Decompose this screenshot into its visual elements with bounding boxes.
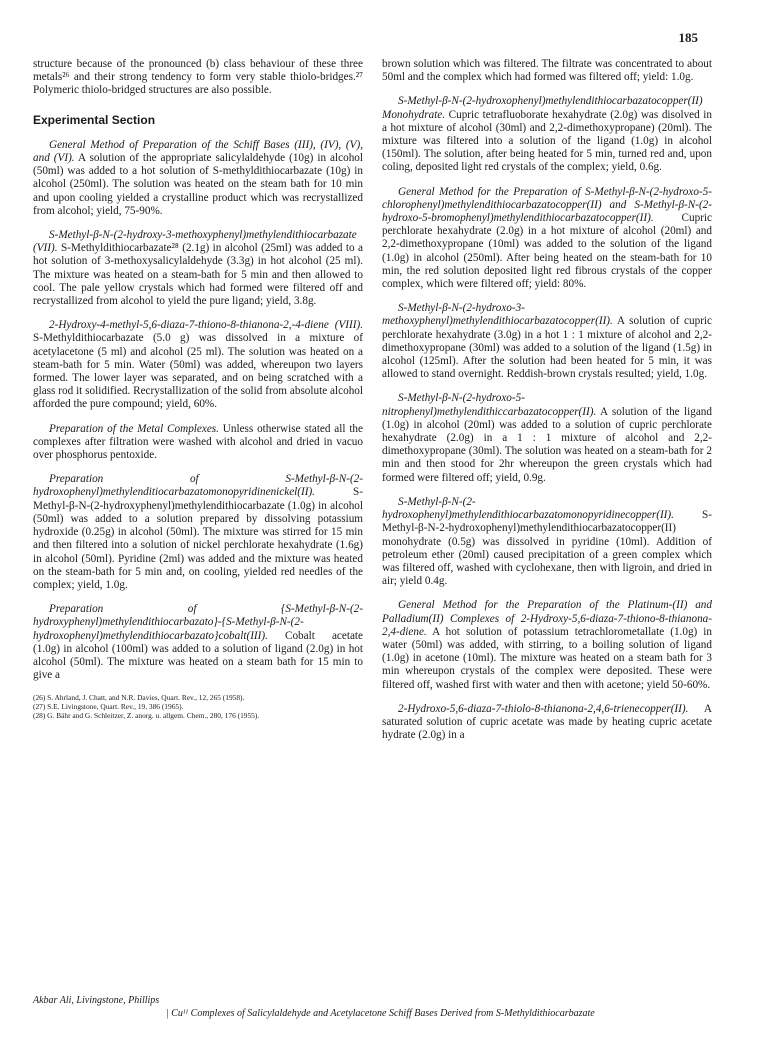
paragraph-body: A hot solution of potassium tetrachlorometallate (1.0g) in water (50ml) was added, with stirring, to a boiling solution of ligand (1.0g) in acetone (10ml). The mixture was heated on a steam bath for 3 min whereupon crystals of the complex were deposited. These were filtered off, washed first with water and then with acetone; yield 50-60%. (382, 625, 712, 691)
paragraph-copper-monohydrate (382, 95, 712, 174)
paragraph-nickel-complex (33, 473, 363, 592)
right-column (382, 58, 712, 753)
paragraph-schiff-bases (33, 139, 363, 218)
footer-running-title: | Cuᴵᴵ Complexes of Salicylaldehyde and Acetylacetone Schiff Bases Derived from S-Methyldithiocarbazate (166, 1008, 595, 1019)
paragraph-body: S-Methyldithiocarbazate (5.0 g) was dissolved in a mixture of acetylacetone (5 ml) and alcohol (25 ml). The solution was heated on a steam-bath for 5 min. Water (50ml) was added, whereupon two layers formed. The lower layer was separated, and on being scratched with a glass rod it solidified. Recrystallization of the solid from absolute alcohol afforded the pure compound; yield, 60%. (33, 332, 363, 411)
paragraph-cobalt-complex (33, 603, 363, 682)
paragraph-methoxy-copper (382, 302, 712, 381)
running-footer (33, 994, 733, 1020)
paragraph-intro-continuation: structure because of the pronounced (b) class behaviour of these three metals²⁶ and their strong tendency to form very stable thiolo-bridges.²⁷ Polymeric thiolo-bridged structures are also possible. (33, 58, 363, 97)
paragraph-nitro-copper (382, 392, 712, 484)
reference-28: (28) G. Bähr and G. Schleitzer, Z. anorg. u. allgem. Chem., 280, 176 (1955). (33, 711, 260, 721)
paragraph-title: Preparation of the Metal Complexes. (49, 422, 219, 435)
reference-26: (26) S. Ahrland, J. Chatt, and N.R. Davies, Quart. Rev., 12, 265 (1958). (33, 693, 245, 703)
paragraph-pyridine-copper (382, 496, 712, 588)
section-heading-experimental: Experimental Section (33, 112, 156, 127)
paragraph-title: Preparation of S-Methyl-β-N-(2-hydroxophenyl)methylenditiocarbazatomonopyridinenickel(II). (33, 473, 363, 499)
paragraph-title: S-Methyl-β-N-(2-hydroxophenyl)methylendithiocarbazatocopper(II) Monohydrate. (382, 95, 703, 121)
paragraph-title: 2-Hydroxy-4-methyl-5,6-diaza-7-thiono-8-thianona-2,-4-diene (VIII). (49, 319, 363, 332)
left-column (33, 58, 363, 720)
paragraph-title: General Method for the Preparation of the Platinum-(II) and Palladium(II) Complexes of 2-Hydroxy-5,6-diaza-7-thiono-8-thianona-2,4-diene. (382, 599, 712, 638)
paragraph-body: S-Methyldithiocarbazate²⁸ (2.1g) in alcohol (25ml) was added to a hot solution of 3-methoxysalicylaldehyde (3.3g) in hot alcohol (25 ml). The mixture was heated on a steam-bath for 5 min and then allowed to cool. The pale yellow crystals which had formed were filtered off and recrystallized from alcohol to yield the pure ligand; yield, 3.8g. (33, 242, 363, 308)
paragraph-body: A solution of cupric perchlorate hexahydrate (3.0g) in a hot 1 : 1 mixture of alcohol and 2,2-dimethoxypropane (30ml) was added to a solution of the ligand (1.5g) in alcohol (125ml). After the solution had been heated for 5 min, it was allowed to stand overnight. Reddish-brown crystals resulted; yield, 1.0g. (382, 315, 712, 381)
paragraph-body: Unless otherwise stated all the complexes after filtration were washed with alcohol and dried in vacuo over phosphorus pentoxide. (33, 422, 363, 462)
paragraph-body: S-Methyl-β-N-(2-hydroxyphenyl)methylendithiocarbazate (1.0g) in alcohol (50ml) was added to a solution prepared by dissolving potassium hydroxide (0.25g) in alcohol (50ml). The mixture was stirred for 15 min and then filtered into a solution of nickel perchlorate hexahydrate (1.6g) in alcohol (50ml). Pyridine (2ml) was added and the mixture was heated on the steam-bath for 5 min and, on cooling, yielded red needles of the complex; yield, 1.0g. (33, 486, 363, 591)
paragraph-title: 2-Hydroxo-5,6-diaza-7-thiolo-8-thianona-2,4,6-trienecopper(II). (398, 702, 689, 715)
paragraph-compound-vii (33, 229, 363, 308)
paragraph-triene-copper (382, 703, 712, 743)
paragraph-body: Cupric tetrafluoborate hexahydrate (2.0g) was disolved in a hot mixture of alcohol (30ml) and 2,2-dimethoxypropane) (20ml). The mixture was filtered into a solution of the ligand (1.0g) in alcohol (150ml). The solution, after being heated for 5 min, turned red and, upon coling, deposited light red crystals of the complex; yield, 0.6g. (382, 108, 712, 174)
reference-27: (27) S.E. Livingstone, Quart. Rev., 19, 386 (1965). (33, 702, 184, 712)
page-number: 185 (678, 30, 698, 45)
paragraph-platinum-palladium (382, 599, 712, 691)
paragraph-title: S-Methyl-β-N-(2-hydroxophenyl)methylendithiocarbazatomonopyridinecopper(II). (382, 495, 674, 522)
paragraph-title: S-Methyl-β-N-(2-hydroxy-3-methoxyphenyl)methylendithiocarbazate (VII). (33, 229, 357, 255)
paragraph-body: A saturated solution of cupric acetate was made by heating cupric acetate hydrate (2.0g) in a (382, 702, 712, 742)
paragraph-compound-viii (33, 319, 363, 411)
footer-authors: Akbar Ali, Livingstone, Phillips (33, 995, 160, 1006)
footnote-references (33, 693, 363, 720)
paragraph-title: General Method for the Preparation of S-Methyl-β-N-(2-hydroxo-5-chlorophenyl)methylendithiocarbazatocopper(II) and S-Methyl-β-N-(2-hydroxo-5-bromophenyl)methylendithiocarbazatocopper(II). (382, 185, 712, 225)
paragraph-body: S-Methyl-β-N-2-hydroxophenyl)methylendithiocarbazatocopper(II) monohydrate (0.5g) was dissolved in pyridine (10ml). Addition of petroleum ether (20ml) caused precipitation of a green complex which was filtered off, washed with cyclohexane, then with ligroin, and dried in air; yield 0.4g. (382, 509, 712, 588)
paragraph-title: Preparation of {S-Methyl-β-N-(2-hydroxyphenyl)methylendithiocarbazato}-{S-Methyl-β-N-(2-hydroxophenyl)methylendithiocarbazato}cobalt(III). (33, 603, 363, 642)
paragraph-cobalt-continuation: brown solution which was filtered. The filtrate was concentrated to about 50ml and the complex which had formed was filtered off; yield: 1.0g. (382, 58, 712, 84)
paragraph-body: A solution of the appropriate salicylaldehyde (10g) in alcohol (50ml) was added to a hot solution of S-methyldithiocarbazate (10g) in alcohol (250ml). The solution was heated on the steam bath for 10 min and upon cooling yielded a crystalline product which was recrystallized from alcohol; yield, 75-90%. (33, 152, 363, 217)
paragraph-metal-complexes (33, 423, 363, 463)
paragraph-chloro-bromo-copper (382, 186, 712, 292)
paragraph-title: S-Methyl-β-N-(2-hydroxo-5-nitrophenyl)methylendithiccarbazatocopper(II). (382, 392, 597, 418)
paragraph-body: Cobalt acetate (1.0g) in alcohol (100ml) was added to a solution of ligand (2.0g) in hot alcohol (50ml). The mixture was heated on a steam bath for 15 min to give a (33, 629, 363, 682)
paragraph-title: S-Methyl-β-N-(2-hydroxo-3-methoxyphenyl)methylendithiocarbazatocopper(II). (382, 302, 613, 328)
paragraph-body: Cupric perchlorate hexahydrate (2.0g) in a hot mixture of alcohol (20ml) and 2,2-dimethoxypropane (10ml) was added to the solution of the ligand (1.0g) in alcohol (250ml). After being heated on the steam-bath for 10 min, the red solution deposited light red fibrous crystals of the copper complex, which were filtered off; yield: 80%. (382, 212, 712, 291)
paragraph-body: A solution of the ligand (1.0g) in alcohol (20ml) was added to a solution of cupric perchlorate hexahydrate (2.0g) in a 1 : 1 mixture of alcohol and 2,2-dimethoxypropane (30ml). The solution was heated on a steam-bath for 2 min and then stood for 2hr whereupon the green crystals which had formed were filtered off; yield, 0.9g. (382, 405, 712, 484)
paragraph-title: General Method of Preparation of the Schiff Bases (III), (IV), (V), and (VI). (33, 138, 363, 165)
